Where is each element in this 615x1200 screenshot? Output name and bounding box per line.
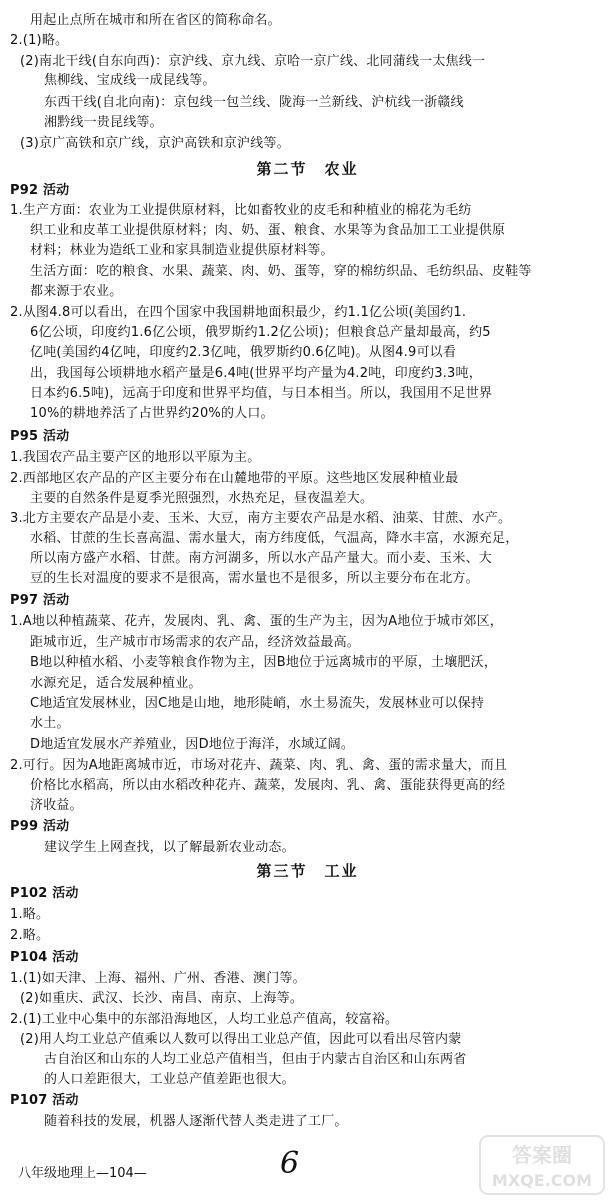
- text-line: 生活方面：吃的粮食、水果、蔬菜、肉、奶、蛋等，穿的棉纺织品、毛纺织品、皮鞋等: [30, 264, 532, 280]
- text-line: 所以南方盛产水稻、甘蔗。南方河湖多，所以水产品产量大。而小麦、玉米、大: [30, 551, 493, 567]
- text-line: 1.(1)如天津、上海、福州、广州、香港、澳门等。: [10, 971, 306, 987]
- handwritten-number: 6: [280, 1146, 300, 1181]
- text-line: 2.(1)工业中心集中的东部沿海地区，人均工业总产值高，较富裕。: [10, 1011, 399, 1027]
- text-line: 1.A地以种植蔬菜、花卉，发展肉、乳、禽、蛋的生产为主，因为A地位于城市郊区，: [10, 614, 503, 630]
- text-line: 2.略。: [10, 928, 50, 944]
- svg-text:MXQE.COM: MXQE.COM: [491, 1171, 593, 1190]
- text-line: 用起止点所在城市和所在省区的简称命名。: [30, 13, 281, 29]
- text-line: 湘黔线一贵昆线等。: [44, 114, 163, 130]
- text-line: 焦柳线、宝成线一成昆线等。: [44, 72, 216, 88]
- text-line: 古自治区和山东的人均工业总产值相当，但由于内蒙古自治区和山东两省: [44, 1051, 467, 1067]
- activity-label: P107 活动: [10, 1092, 79, 1108]
- watermark-logo: [478, 1134, 606, 1196]
- section-heading-agriculture: 第二节 农业: [256, 159, 359, 178]
- text-line: 的人口差距很大，工业总产值差距也很大。: [44, 1071, 295, 1087]
- text-line: (2)如重庆、武汉、长沙、南昌、南京、上海等。: [20, 991, 304, 1007]
- text-line: 材料；林业为造纸工业和家具制造业提供原材料等。: [30, 242, 334, 258]
- text-line: 2.(1)略。: [10, 33, 69, 49]
- text-line: 豆的生长对温度的要求不是很高，需水量也不是很多，所以主要分布在北方。: [30, 571, 479, 587]
- text-line: 6亿公顷，印度约1.6亿公顷，俄罗斯约1.2亿公顷)；但粮食总产量却最高，约5: [30, 325, 491, 341]
- text-line: 2.西部地区农产品的产区主要分布在山麓地带的平原。这些地区发展种植业最: [10, 470, 459, 486]
- text-line: 都来源于农业。: [30, 284, 123, 300]
- text-line: (2)南北干线(自东向西)：京沪线、京九线、京哈一京广线、北同蒲线一太焦线一: [20, 53, 486, 69]
- text-line: 水稻、甘蔗的生长喜高温、需水量大，南方纬度低，气温高，降水丰富，水源充足，: [30, 531, 519, 547]
- text-line: 10%的耕地养活了占世界约20%的人口。: [30, 405, 274, 421]
- text-line: 济收益。: [30, 798, 83, 814]
- text-line: B地以种植水稻、小麦等粮食作物为主，因B地位于远离城市的平原，土壤肥沃，: [30, 654, 498, 670]
- text-line: 出，我国每公顷耕地水稻产量是6.4吨(世界平均产量为4.2吨，印度约3.3吨，: [30, 365, 482, 381]
- text-line: 主要的自然条件是夏季光照强烈，水热充足，昼夜温差大。: [30, 490, 374, 506]
- text-line: D地适宜发展水产养殖业，因D地位于海洋，水域辽阔。: [30, 737, 355, 753]
- text-line: 1.生产方面：农业为工业提供原材料，比如畜牧业的皮毛和种植业的棉花为毛纺: [10, 202, 472, 218]
- text-line: 建议学生上网查找，以了解最新农业动态。: [44, 839, 295, 855]
- text-line: 东西干线(自北向南)：京包线一包兰线、陇海一兰新线、沪杭线一浙赣线: [44, 94, 464, 110]
- svg-text:答案圈: 答案圈: [512, 1143, 572, 1167]
- text-line: 织工业和皮革工业提供原材料；肉、奶、蛋、粮食、水果等为食品加工工业提供原: [30, 222, 506, 238]
- text-line: 1.略。: [10, 907, 50, 923]
- text-line: 2.从图4.8可以看出，在四个国家中我国耕地面积最少，约1.1亿公顷(美国约1.: [10, 305, 467, 321]
- activity-label: P95 活动: [10, 428, 70, 444]
- text-line: 水源充足，适合发展种植业。: [30, 675, 202, 691]
- activity-label: P102 活动: [10, 886, 79, 902]
- text-line: C地适宜发展林业，因C地是山地，地形陡峭，水土易流失，发展林业可以保持: [30, 695, 485, 711]
- footer-page-label: 八年级地理上—104—: [18, 1166, 147, 1181]
- text-line: 2.可行。因为A地距离城市近，市场对花卉、蔬菜、肉、乳、禽、蛋的需求量大，而且: [10, 758, 508, 774]
- text-line: 1.我国农产品主要产区的地形以平原为主。: [10, 449, 261, 465]
- text-line: 水土。: [30, 716, 70, 732]
- text-line: 随着科技的发展，机器人逐渐代替人类走进了工厂。: [44, 1113, 348, 1129]
- text-line: 亿吨(美国约4亿吨，印度约2.3亿吨，俄罗斯约0.6亿吨)。从图4.9可以看: [30, 345, 457, 361]
- section-heading-industry: 第三节 工业: [256, 862, 359, 881]
- text-line: (2)用人均工业总产值乘以人数可以得出工业总产值，因此可以看出尽管内蒙: [20, 1031, 462, 1047]
- activity-label: P104 活动: [10, 950, 79, 966]
- activity-label: P92 活动: [10, 182, 70, 198]
- text-line: (3)京广高铁和京广线，京沪高铁和京沪线等。: [20, 135, 290, 151]
- text-line: 价格比水稻高，所以由水稻改种花卉、蔬菜，发展肉、乳、禽、蛋能获得更高的经: [30, 778, 506, 794]
- activity-label: P99 活动: [10, 819, 70, 835]
- text-line: 3.北方主要农产品是小麦、玉米、大豆，南方主要农产品是水稻、油菜、甘蔗、水产。: [10, 511, 512, 527]
- activity-label: P97 活动: [10, 593, 70, 609]
- text-line: 距城市近，生产城市市场需求的农产品，经济效益最高。: [30, 634, 361, 650]
- text-line: 日本约6.5吨)，远高于印度和世界平均值，与日本相当。所以，我国用不足世界: [30, 385, 493, 401]
